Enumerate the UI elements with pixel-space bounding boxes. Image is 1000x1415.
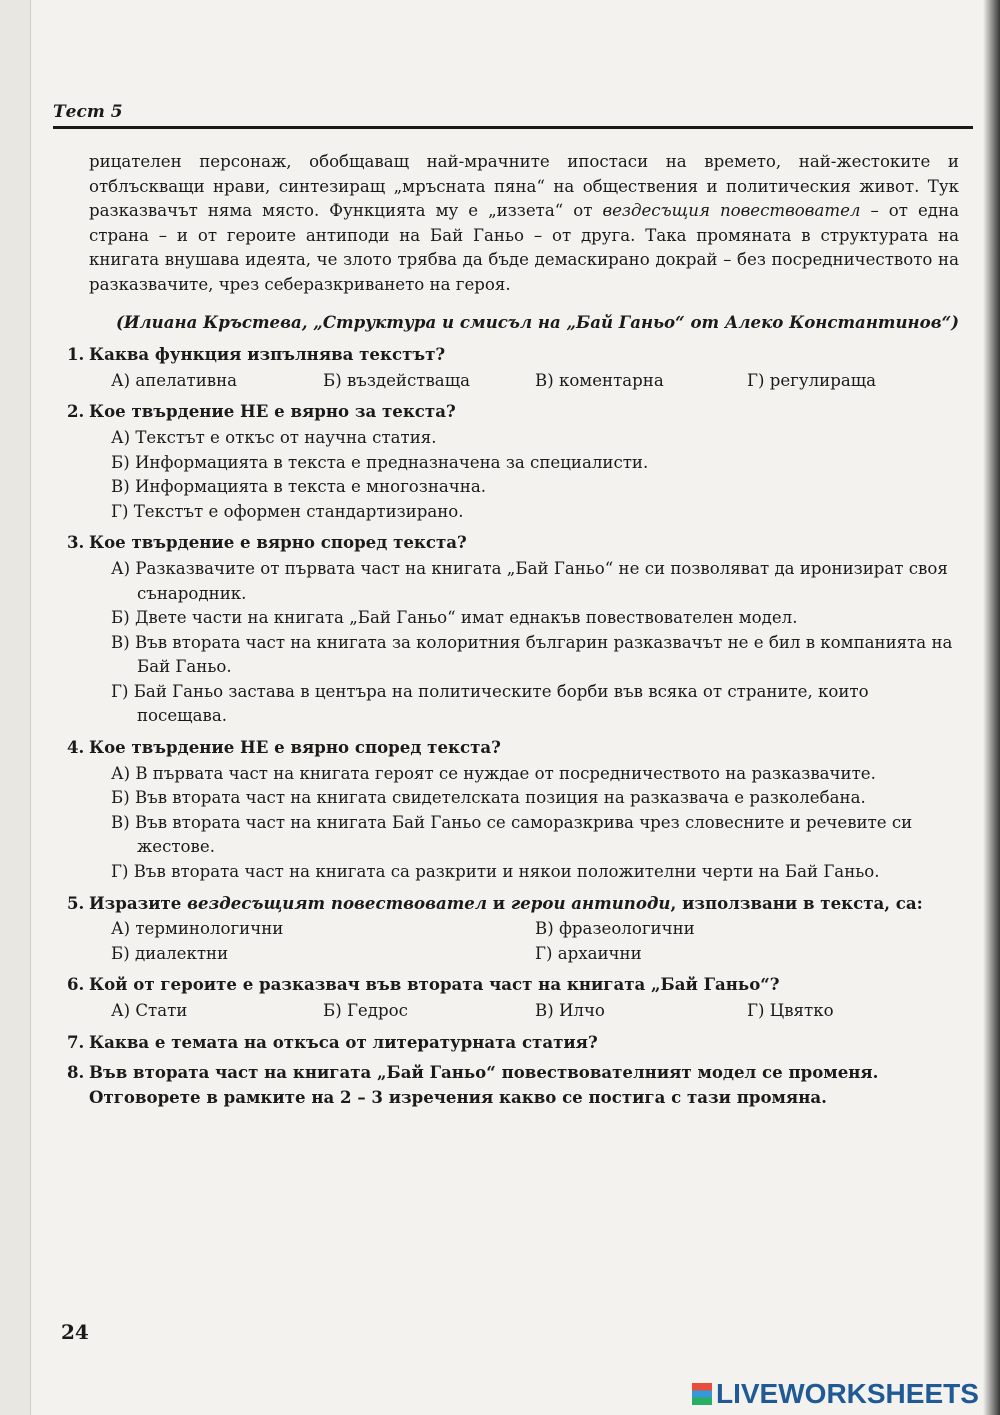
page — [30, 0, 1000, 1415]
question-text: Изразите — [89, 892, 188, 913]
header-rule — [53, 126, 973, 129]
question-5-options — [89, 917, 959, 966]
page-edge-shadow — [983, 0, 1000, 1415]
question-text: и — [487, 892, 511, 913]
question-number: 1. — [67, 344, 85, 365]
question-number: 7. — [67, 1031, 85, 1052]
question-text: Каква функция изпълнява текстът? — [89, 344, 446, 365]
worksheet-content — [67, 150, 959, 1111]
question-4 — [67, 735, 959, 760]
logo-text: LIVEWORKSHEETS — [716, 1378, 979, 1409]
option-a[interactable]: А) Стати — [111, 1001, 188, 1020]
option-c[interactable]: В) Във втората част на книгата Бай Ганьо се саморазкрива чрез словесните и речевите си жестове. — [111, 812, 913, 857]
liveworksheets-logo — [692, 1378, 979, 1410]
question-2 — [67, 399, 959, 424]
question-text: Каква е темата на откъса от литературната статия? — [89, 1031, 598, 1052]
logo-mark-icon — [692, 1383, 712, 1405]
passage-text-2: – от една страна – и от героите антиподи на Бай Ганьо – от друга. Така промяната в структурата на книгата внушава идеята, че злото трябва да бъде демаскирано докрай – без посредничеството на разказвачите, чрез себеразкриването на героя. — [89, 201, 959, 294]
option-d[interactable]: Г) регулираща — [747, 370, 877, 390]
question-6-options — [89, 999, 959, 1024]
option-b[interactable]: Б) Двете части на книгата „Бай Ганьо“ имат еднакъв повествователен модел. — [111, 608, 798, 628]
option-c[interactable]: В) Илчо — [535, 1001, 605, 1020]
option-b[interactable]: Б) Във втората част на книгата свидетелската позиция на разказвача е разколебана. — [111, 788, 866, 808]
option-a[interactable]: А) В първата част на книгата героят се нуждае от посредничеството на разказвачите. — [111, 763, 876, 783]
question-term: вездесъщият повествовател — [187, 892, 488, 913]
option-b[interactable]: Б) диалектни — [111, 943, 229, 963]
question-text: Кое твърдение НЕ е вярно според текста? — [89, 737, 501, 758]
question-number: 2. — [67, 401, 85, 422]
option-a[interactable]: А) терминологични — [111, 919, 284, 939]
option-c[interactable]: В) Във втората част на книгата за колоритния българин разказвачът не е бил в компанията на Бай Ганьо. — [111, 632, 953, 677]
option-d[interactable]: Г) Цвятко — [747, 1001, 834, 1020]
question-1 — [67, 342, 959, 367]
page-number: 24 — [61, 1320, 89, 1344]
question-6 — [67, 972, 959, 997]
question-text: Кое твърдение НЕ е вярно за текста? — [89, 401, 456, 422]
option-b[interactable]: Б) въздействаща — [323, 370, 471, 390]
option-d[interactable]: Г) архаични — [535, 943, 642, 963]
passage-paragraph — [89, 150, 959, 298]
test-title: Тест 5 — [53, 102, 123, 122]
option-c[interactable]: В) Информацията в текста е многозначна. — [111, 477, 486, 497]
passage-italic-term: вездесъщия повествовател — [602, 201, 861, 221]
option-d[interactable]: Г) Във втората част на книгата са разкрити и някои положителни черти на Бай Ганьо. — [111, 862, 880, 882]
question-number: 3. — [67, 532, 85, 553]
question-text: Кое твърдение е вярно според текста? — [89, 532, 467, 553]
option-d[interactable]: Г) Текстът е оформен стандартизирано. — [111, 501, 464, 521]
option-a[interactable]: А) Текстът е откъс от научна статия. — [111, 427, 437, 447]
question-8 — [67, 1060, 959, 1109]
question-number: 4. — [67, 737, 85, 758]
question-number: 8. — [67, 1062, 85, 1083]
option-a[interactable]: А) Разказвачите от първата част на книгата „Бай Ганьо“ не си позволяват да иронизират своя сънародник. — [111, 558, 948, 603]
option-c[interactable]: В) коментарна — [535, 370, 664, 390]
question-term: герои антиподи — [510, 892, 671, 913]
question-7 — [67, 1030, 959, 1055]
question-number: 6. — [67, 974, 85, 995]
option-b[interactable]: Б) Гедрос — [323, 1001, 408, 1020]
option-b[interactable]: Б) Информацията в текста е предназначена за специалисти. — [111, 452, 649, 472]
question-number: 5. — [67, 892, 85, 913]
question-text: , използвани в текста, са: — [670, 892, 923, 913]
question-text: Във втората част на книгата „Бай Ганьо“ повествователният модел се променя. Отговорете в рамките на 2 – 3 изречения какво се постига с тази промяна. — [89, 1062, 879, 1107]
page-header — [53, 102, 973, 122]
option-c[interactable]: В) фразеологични — [535, 919, 695, 939]
question-5 — [67, 891, 959, 916]
option-a[interactable]: А) апелативна — [111, 370, 238, 390]
question-text: Кой от героите е разказвач във втората част на книгата „Бай Ганьо“? — [89, 974, 780, 995]
option-d[interactable]: Г) Бай Ганьо застава в центъра на политическите борби във всяка от страните, които посещава. — [111, 681, 869, 726]
question-1-options — [89, 369, 959, 394]
question-3 — [67, 530, 959, 555]
citation: (Илиана Кръстева, „Структура и смисъл на „Бай Ганьо“ от Алеко Константинов“) — [116, 311, 959, 332]
passage-text-1: рицателен персонаж, обобщаващ най-мрачните ипостаси на времето, най-жестоките и отблъскващи нрави, синтезиращ „мръсната пяна“ на обществения и политическия живот. Тук разказвачът няма място. Функцията му е „иззета“ от — [89, 152, 959, 221]
